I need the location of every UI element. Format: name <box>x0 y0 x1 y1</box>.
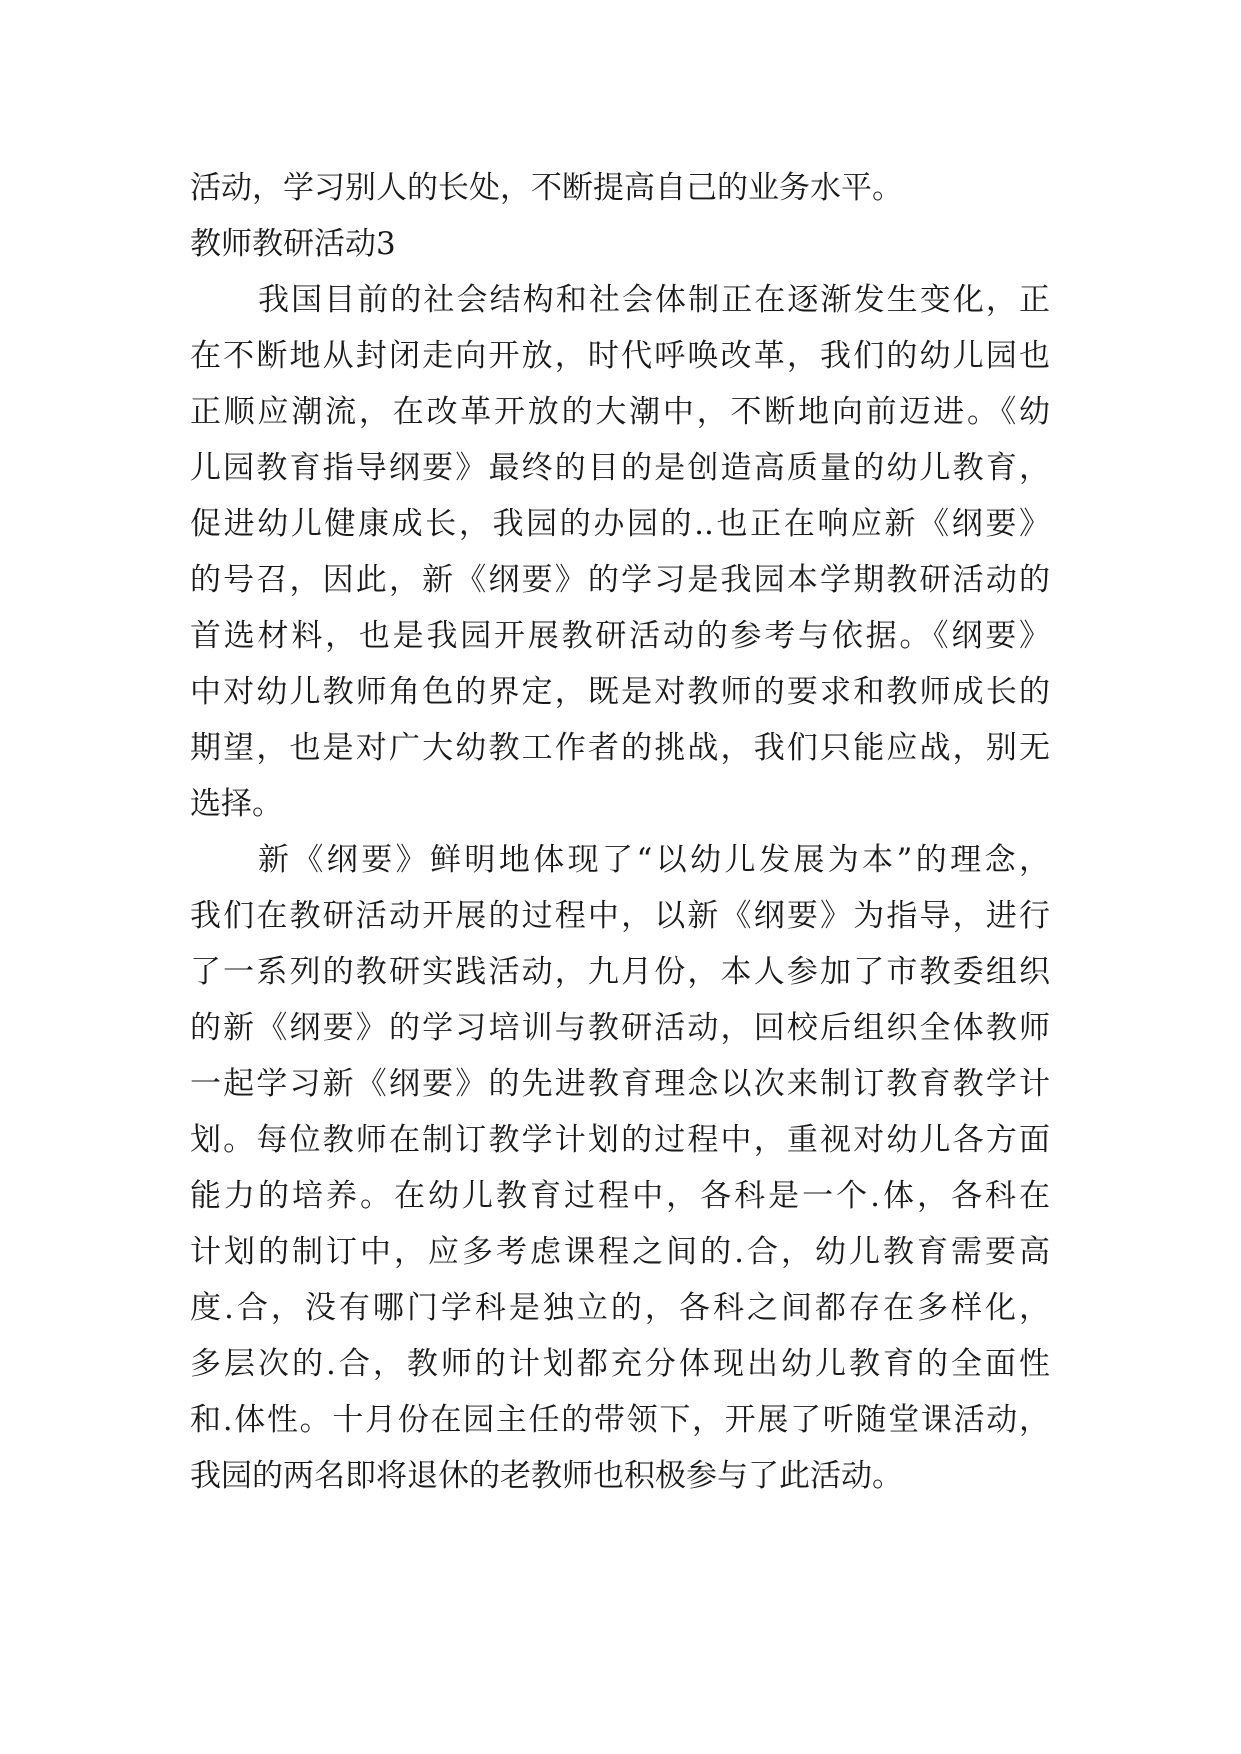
paragraph-line: 儿园教育指导纲要》最终的目的是创造高质量的幼儿教育， <box>190 450 1050 486</box>
paragraph-line: 新《纲要》鲜明地体现了“以幼儿发展为本”的理念， <box>258 842 1050 878</box>
paragraph-line: 我们在教研活动开展的过程中，以新《纲要》为指导，进行 <box>190 898 1050 934</box>
paragraph-line: 多层次的.合，教师的计划都充分体现出幼儿教育的全面性 <box>190 1346 1050 1382</box>
paragraph-line: 的号召，因此，新《纲要》的学习是我园本学期教研活动的 <box>190 562 1050 598</box>
paragraph-line: 正顺应潮流，在改革开放的大潮中，不断地向前迈进。《幼 <box>190 394 1050 430</box>
paragraph-line: 我园的两名即将退休的老教师也积极参与了此活动。 <box>190 1458 903 1494</box>
paragraph-line: 计划的制订中，应多考虑课程之间的.合，幼儿教育需要高 <box>190 1234 1050 1270</box>
paragraph-line: 划。每位教师在制订教学计划的过程中，重视对幼儿各方面 <box>190 1122 1050 1158</box>
paragraph-line: 首选材料，也是我园开展教研活动的参考与依据。《纲要》 <box>190 618 1050 654</box>
paragraph-line: 度.合，没有哪门学科是独立的，各科之间都存在多样化， <box>190 1290 1050 1326</box>
paragraph-line: 了一系列的教研实践活动，九月份，本人参加了市教委组织 <box>190 954 1050 990</box>
paragraph-line: 一起学习新《纲要》的先进教育理念以次来制订教育教学计 <box>190 1066 1050 1102</box>
paragraph-1 <box>190 272 1050 832</box>
paragraph-line: 和.体性。十月份在园主任的带领下，开展了听随堂课活动， <box>190 1402 1050 1438</box>
paragraph-line: 我国目前的社会结构和社会体制正在逐渐发生变化，正 <box>258 282 1050 318</box>
paragraph-2 <box>190 832 1050 1504</box>
paragraph-line: 选择。 <box>190 786 283 822</box>
paragraph-line: 在不断地从封闭走向开放，时代呼唤改革，我们的幼儿园也 <box>190 338 1050 374</box>
lead-line: 活动，学习别人的长处，不断提高自己的业务水平。 <box>190 170 903 206</box>
paragraph-line: 期望，也是对广大幼教工作者的挑战，我们只能应战，别无 <box>190 730 1050 766</box>
section-title: 教师教研活动3 <box>190 226 396 262</box>
paragraph-line: 促进幼儿健康成长，我园的办园的..也正在响应新《纲要》 <box>190 506 1050 542</box>
paragraph-line: 的新《纲要》的学习培训与教研活动，回校后组织全体教师 <box>190 1010 1050 1046</box>
document-page <box>190 160 1050 1504</box>
paragraph-line: 中对幼儿教师角色的界定，既是对教师的要求和教师成长的 <box>190 674 1050 710</box>
paragraph-line: 能力的培养。在幼儿教育过程中，各科是一个.体，各科在 <box>190 1178 1050 1214</box>
